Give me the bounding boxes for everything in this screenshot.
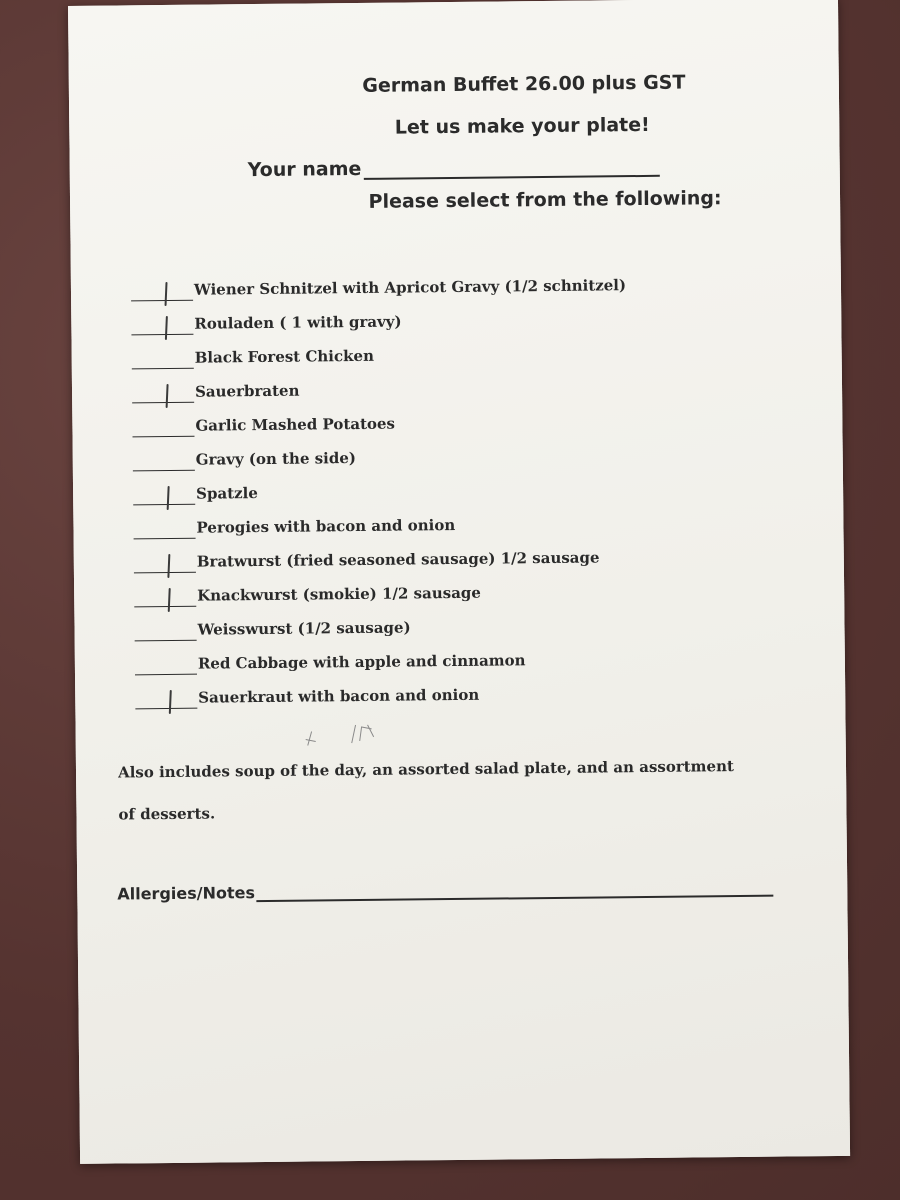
menu-item-label: Knackwurst (smokie) 1/2 sausage — [197, 583, 481, 605]
menu-item-label: Sauerkraut with bacon and onion — [198, 685, 480, 707]
checkbox-blank[interactable] — [132, 348, 194, 370]
checkbox-blank[interactable] — [134, 552, 196, 574]
menu-title: German Buffet 26.00 plus GST — [362, 71, 686, 97]
menu-item-label: Bratwurst (fried seasoned sausage) 1/2 sausage — [196, 548, 600, 571]
selection-instruction: Please select from the following: — [368, 187, 722, 213]
menu-item-label: Perogies with bacon and onion — [196, 515, 456, 537]
allergies-field-row — [117, 877, 773, 904]
menu-subtitle: Let us make your plate! — [394, 113, 650, 139]
checkbox-blank[interactable] — [133, 518, 195, 540]
menu-item-label: Gravy (on the side) — [195, 449, 357, 469]
menu-item-label: Red Cabbage with apple and cinnamon — [197, 651, 526, 673]
menu-item-label: Black Forest Chicken — [194, 346, 375, 367]
allergies-blank-line[interactable] — [256, 877, 773, 902]
menu-item — [135, 668, 825, 709]
pencil-scribble — [301, 715, 391, 756]
menu-item-label: Spatzle — [196, 484, 258, 503]
checkbox-blank[interactable] — [132, 416, 194, 438]
allergies-label: Allergies/Notes — [117, 883, 256, 904]
checkbox-blank[interactable] — [134, 620, 196, 642]
menu-item-label: Garlic Mashed Potatoes — [195, 414, 396, 435]
checkbox-blank[interactable] — [133, 484, 195, 506]
checkbox-blank[interactable] — [135, 688, 197, 710]
checkbox-blank[interactable] — [134, 586, 196, 608]
menu-item-label: Sauerbraten — [194, 381, 300, 401]
menu-item-label: Weisswurst (1/2 sausage) — [197, 618, 411, 639]
name-label: Your name — [247, 157, 362, 182]
checkbox-blank[interactable] — [131, 280, 193, 302]
checkbox-blank[interactable] — [133, 450, 195, 472]
menu-item-list — [131, 260, 826, 709]
checkbox-blank[interactable] — [132, 382, 194, 404]
name-field-row — [248, 155, 660, 181]
includes-note-line2: of desserts. — [118, 804, 216, 824]
name-blank-line[interactable] — [363, 155, 659, 180]
menu-order-sheet — [68, 0, 850, 1164]
checkbox-blank[interactable] — [135, 654, 197, 676]
checkmark-icon — [169, 690, 172, 714]
menu-item-label: Rouladen ( 1 with gravy) — [194, 312, 402, 333]
menu-item-label: Wiener Schnitzel with Apricot Gravy (1/2 schnitzel) — [193, 276, 627, 299]
includes-note-line1: Also includes soup of the day, an assorted salad plate, and an assortment — [117, 757, 734, 782]
checkbox-blank[interactable] — [131, 314, 193, 336]
